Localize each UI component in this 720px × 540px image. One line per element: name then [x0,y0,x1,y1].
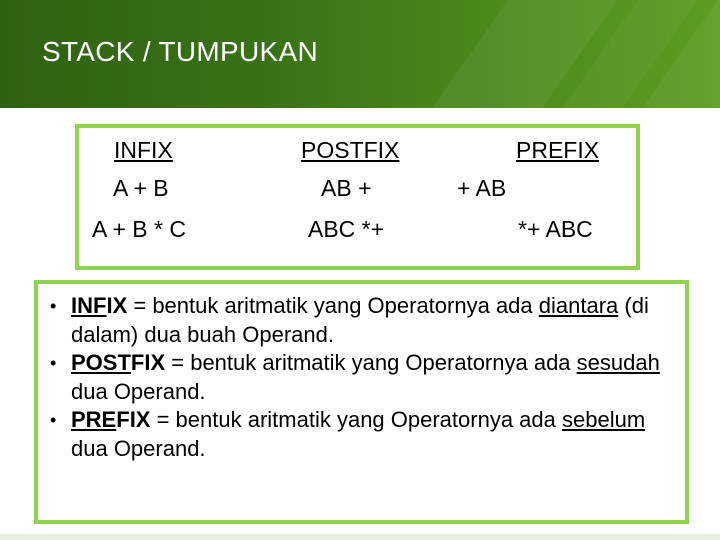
infix-header: INFIX [114,137,173,163]
definition-emphasis: sesudah [576,350,660,375]
definitions-list [50,292,680,463]
prefix-example-1: + AB [457,175,507,201]
footer-divider [0,534,720,540]
definition-text: = bentuk aritmatik yang Operatornya ada [127,293,539,318]
slide-header [0,0,720,108]
term-prefix-underlined: PRE [71,407,117,432]
term-infix-rest: IX [106,293,128,318]
list-item-prefix-definition [50,406,680,463]
definition-emphasis: sebelum [562,407,646,432]
infix-example-2: A + B * C [92,216,186,242]
postfix-example-2: ABC *+ [308,216,385,242]
slide-title: STACK / TUMPUKAN [42,36,319,67]
postfix-header: POSTFIX [301,137,400,163]
prefix-example-2: *+ ABC [518,216,593,242]
definition-text-end: dua Operand. [71,378,206,404]
definition-emphasis: diantara [538,293,619,318]
term-postfix-rest: FIX [130,350,166,375]
infix-example-1: A + B [113,175,169,201]
term-infix-underlined: INF [71,293,107,318]
bullet-icon: • [50,296,57,316]
definition-text-end: dua Operand. [71,435,206,461]
postfix-example-1: AB + [321,175,372,201]
list-item-postfix-definition [50,349,680,406]
prefix-header: PREFIX [516,137,600,163]
bullet-icon: • [50,410,57,430]
bullet-icon: • [50,353,57,373]
definition-text-end: (di dalam) dua buah Operand. [71,293,649,347]
list-item-infix-definition [50,292,680,349]
term-prefix-rest: FIX [116,407,151,432]
definition-text: = bentuk aritmatik yang Operatornya ada [150,407,562,432]
term-postfix-underlined: POST [71,350,131,375]
definition-text: = bentuk aritmatik yang Operatornya ada [165,350,577,375]
